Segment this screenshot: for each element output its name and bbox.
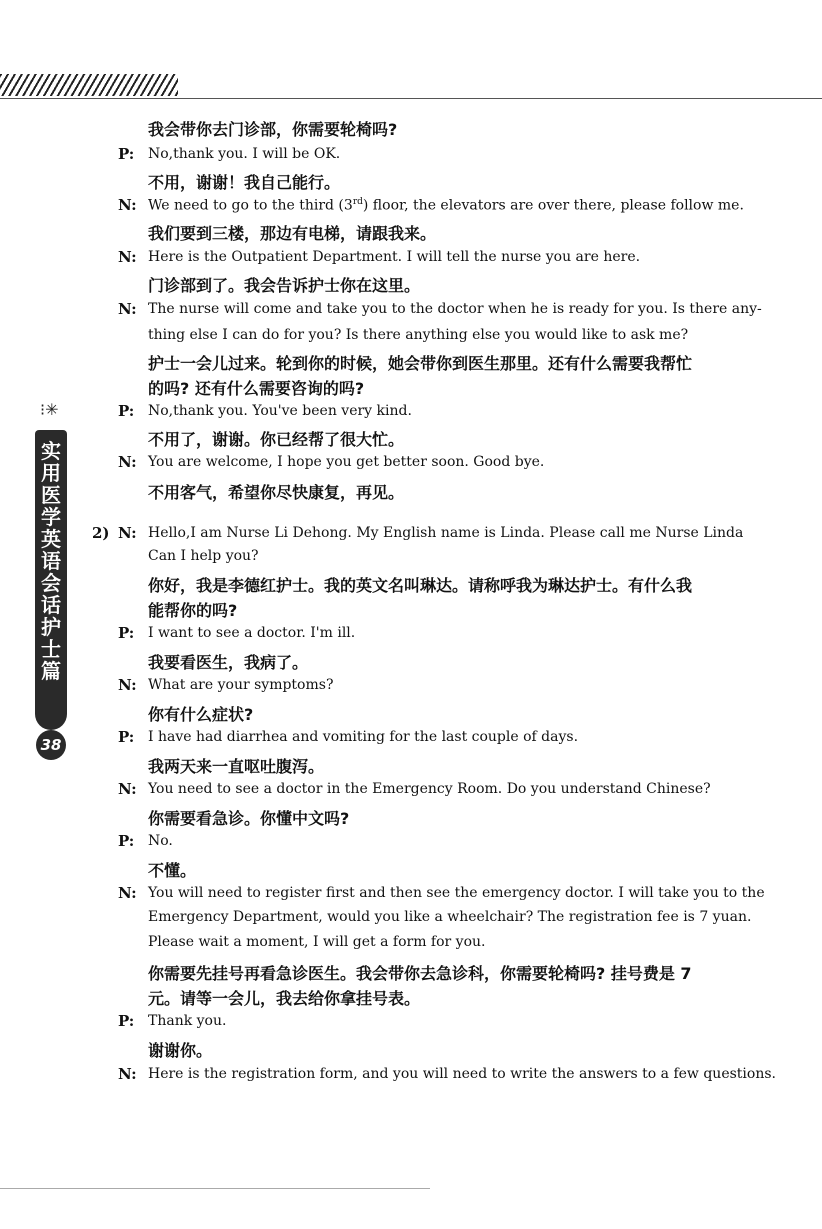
dialogue-line-zh: 的吗? 还有什么需要咨询的吗? (148, 379, 365, 398)
dialogue-line-zh: 能帮你的吗? (148, 601, 238, 620)
header-rule (0, 98, 822, 99)
header-hatch-decoration (0, 74, 178, 96)
dialogue-line-en: Thank you. (148, 1013, 227, 1029)
speaker-label: N: (118, 524, 137, 542)
dialogue-line-en: Can I help you? (148, 548, 259, 564)
speaker-label: N: (118, 300, 137, 318)
speaker-label: P: (118, 832, 135, 850)
dialogue-line-zh: 不用了，谢谢。你已经帮了很大忙。 (148, 430, 405, 449)
dialogue-number: 2) (92, 524, 110, 542)
dialogue-line-zh: 谢谢你。 (148, 1041, 213, 1060)
dialogue-line-en: No. (148, 833, 173, 849)
dialogue-line-zh: 你需要看急诊。你懂中文吗? (148, 809, 350, 828)
dialogue-line-en: Hello,I am Nurse Li Dehong. My English name is Linda. Please call me Nurse Linda (148, 525, 744, 541)
dialogue-line-en: What are your symptoms? (148, 677, 334, 693)
dialogue-line-en: Here is the registration form, and you will need to write the answers to a few questions. (148, 1066, 776, 1082)
dialogue-line-en: I have had diarrhea and vomiting for the last couple of days. (148, 729, 579, 745)
dialogue-line-zh: 我会带你去门诊部，你需要轮椅吗? (148, 120, 398, 139)
dialogue-line-en: The nurse will come and take you to the doctor when he is ready for you. Is there any- (148, 301, 762, 317)
dialogue-line-en: You need to see a doctor in the Emergency Room. Do you understand Chinese? (148, 781, 711, 797)
speaker-label: P: (118, 728, 135, 746)
speaker-label: N: (118, 248, 137, 266)
speaker-label: P: (118, 145, 135, 163)
dialogue-line-en: You are welcome, I hope you get better soon. Good bye. (148, 454, 545, 470)
dialogue-line-zh: 我要看医生，我病了。 (148, 653, 309, 672)
dialogue-line-zh: 不用客气，希望你尽快康复，再见。 (148, 483, 405, 502)
dialogue-line-en: Here is the Outpatient Department. I will tell the nurse you are here. (148, 249, 641, 265)
speaker-label: N: (118, 780, 137, 798)
dialogue-line-en: thing else I can do for you? Is there anything else you would like to ask me? (148, 327, 689, 343)
header-band (0, 74, 822, 100)
speaker-label: N: (118, 884, 137, 902)
book-title: 实用医学英语会话 护士篇 (41, 439, 61, 683)
dialogue-line-zh: 你好，我是李德红护士。我的英文名叫琳达。请称呼我为琳达护士。有什么我 (148, 576, 693, 595)
dialogue-line-zh: 我两天来一直呕吐腹泻。 (148, 757, 325, 776)
side-tab (30, 400, 70, 770)
dialogue-line-zh: 门诊部到了。我会告诉护士你在这里。 (148, 276, 421, 295)
dialogue-line-zh: 不用，谢谢！我自己能行。 (148, 173, 341, 192)
dialogue-line-en: We need to go to the third (3rd) floor, the elevators are over there, please follow me. (148, 197, 744, 214)
footer-rule (0, 1188, 430, 1189)
dialogue-line-en: You will need to register first and then see the emergency doctor. I will take you to the (148, 885, 765, 901)
star-icon: ⁝✳ (40, 400, 59, 419)
speaker-label: N: (118, 453, 137, 471)
speaker-label: P: (118, 402, 135, 420)
dialogue-line-zh: 护士一会儿过来。轮到你的时候，她会带你到医生那里。还有什么需要我帮忙 (148, 354, 693, 373)
speaker-label: N: (118, 1065, 137, 1083)
dialogue-line-zh: 你需要先挂号再看急诊医生。我会带你去急诊科，你需要轮椅吗? 挂号费是 7 (148, 964, 692, 983)
page-number: 38 (36, 730, 66, 760)
speaker-label: P: (118, 624, 135, 642)
dialogue-line-zh: 我们要到三楼，那边有电梯，请跟我来。 (148, 224, 437, 243)
dialogue-line-en: No,thank you. You've been very kind. (148, 403, 412, 419)
dialogue-line-en: I want to see a doctor. I'm ill. (148, 625, 356, 641)
speaker-label: N: (118, 196, 137, 214)
speaker-label: N: (118, 676, 137, 694)
dialogue-line-zh: 不懂。 (148, 861, 197, 880)
speaker-label: P: (118, 1012, 135, 1030)
dialogue-line-en: No,thank you. I will be OK. (148, 146, 341, 162)
dialogue-line-zh: 元。请等一会儿，我去给你拿挂号表。 (148, 989, 421, 1008)
dialogue-line-en: Emergency Department, would you like a wheelchair? The registration fee is 7 yuan. (148, 909, 752, 925)
dialogue-line-zh: 你有什么症状? (148, 705, 254, 724)
dialogue-line-en: Please wait a moment, I will get a form for you. (148, 934, 486, 950)
